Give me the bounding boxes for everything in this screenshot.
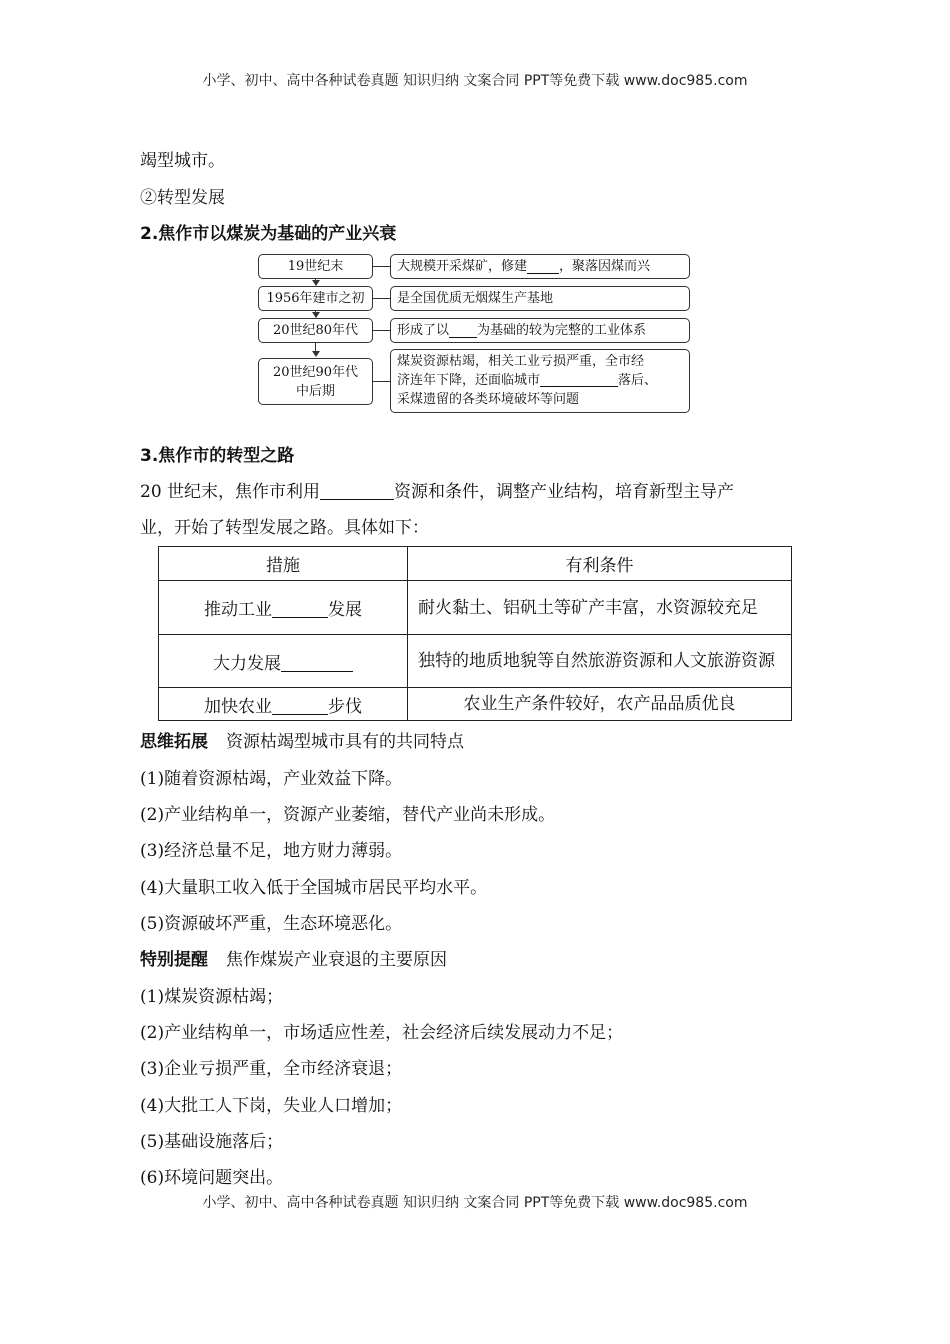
measure-text-a: 大力发展: [213, 653, 281, 674]
flow-desc-4-c: 落后、: [618, 373, 658, 388]
section-3-para-1: [140, 477, 734, 502]
list-item: (5)基础设施落后；: [140, 1132, 284, 1152]
measure-text-b: 步伐: [328, 696, 362, 717]
reminder-label: 特别提醒: [140, 950, 208, 970]
table-cell-measure: [159, 635, 408, 688]
flow-period-4-line-a: 20世纪90年代: [272, 364, 359, 380]
section-2-title: 2.焦作市以煤炭为基础的产业兴衰: [140, 224, 397, 244]
thinking-title: 资源枯竭型城市具有的共同特点: [226, 732, 464, 752]
section-3-title: 3.焦作市的转型之路: [140, 446, 295, 466]
para-part-a: 20 世纪末，焦作市利用: [140, 482, 321, 502]
table-cell-condition: 独特的地质地貌等自然旅游资源和人文旅游资源: [408, 635, 792, 688]
flow-desc-3-b: 为基础的较为完整的工业体系: [477, 323, 647, 338]
flow-desc-4-d: 采煤遗留的各类环境破坏等问题: [397, 392, 580, 407]
fill-blank[interactable]: [540, 373, 618, 387]
flow-desc-2: 是全国优质无烟煤生产基地: [390, 286, 690, 311]
thinking-heading: [140, 727, 464, 752]
table-row: [159, 635, 792, 688]
flow-period-1: 19世纪末: [258, 254, 373, 279]
measure-text-a: 加快农业: [204, 696, 272, 717]
list-item: (4)大批工人下岗，失业人口增加；: [140, 1096, 403, 1116]
intro-line-1: 竭型城市。: [140, 151, 225, 171]
flow-desc-1: [390, 254, 690, 279]
reminder-heading: [140, 945, 447, 970]
flow-desc-3-a: 形成了以: [397, 323, 450, 338]
table-header: 措施: [159, 547, 408, 581]
measures-table: [158, 546, 792, 721]
intro-line-2: ②转型发展: [140, 188, 225, 208]
table-header-row: [159, 547, 792, 581]
thinking-label: 思维拓展: [140, 732, 208, 752]
flow-desc-1-b: ，聚落因煤而兴: [559, 259, 651, 274]
flow-period-2: 1956年建市之初: [258, 286, 373, 311]
fill-blank[interactable]: [449, 324, 477, 338]
list-item: (2)产业结构单一，资源产业萎缩，替代产业尚未形成。: [140, 805, 556, 825]
fill-blank[interactable]: [320, 482, 394, 500]
fill-blank[interactable]: [272, 600, 328, 618]
arrow-down-icon: [312, 280, 320, 286]
list-item: (1)随着资源枯竭，产业效益下降。: [140, 769, 403, 789]
list-item: (1)煤炭资源枯竭；: [140, 987, 284, 1007]
table-cell-measure: [159, 581, 408, 635]
table-row: [159, 688, 792, 721]
table-cell-condition: 农业生产条件较好，农产品品质优良: [408, 688, 792, 721]
flow-desc-1-a: 大规模开采煤矿，修建: [397, 259, 528, 274]
flow-period-4-line-b: 中后期: [295, 383, 335, 399]
list-item: (3)经济总量不足，地方财力薄弱。: [140, 841, 403, 861]
list-item: (3)企业亏损严重，全市经济衰退；: [140, 1059, 403, 1079]
flow-desc-4-a: 煤炭资源枯竭，相关工业亏损严重，全市经: [397, 354, 645, 369]
table-header: 有利条件: [408, 547, 792, 581]
measure-text-a: 推动工业: [204, 600, 272, 620]
page-header: 小学、初中、高中各种试卷真题 知识归纳 文案合同 PPT等免费下载 www.doc985.com: [202, 73, 748, 89]
section-3-para-2: 业，开始了转型发展之路。具体如下：: [140, 518, 429, 538]
list-item: (2)产业结构单一，市场适应性差，社会经济后续发展动力不足；: [140, 1023, 624, 1043]
flow-period-3: 20世纪80年代: [258, 318, 373, 343]
page-footer: 小学、初中、高中各种试卷真题 知识归纳 文案合同 PPT等免费下载 www.doc985.com: [202, 1195, 748, 1211]
table-cell-measure: [159, 688, 408, 721]
list-item: (4)大量职工收入低于全国城市居民平均水平。: [140, 878, 488, 898]
arrow-down-icon: [312, 312, 320, 318]
flow-desc-4-b: 济连年下降，还面临城市: [397, 373, 541, 388]
fill-blank[interactable]: [281, 654, 353, 672]
reminder-title: 焦作煤炭产业衰退的主要原因: [226, 950, 447, 970]
fill-blank[interactable]: [272, 697, 328, 715]
table-cell-condition: 耐火黏土、铝矾土等矿产丰富，水资源较充足: [408, 581, 792, 635]
flow-period-4: [258, 358, 373, 405]
flow-desc-4: [390, 349, 690, 413]
table-row: [159, 581, 792, 635]
fill-blank[interactable]: [527, 260, 559, 274]
measure-text-b: 发展: [328, 600, 362, 620]
flow-desc-3: [390, 318, 690, 343]
list-item: (6)环境问题突出。: [140, 1168, 284, 1188]
para-part-b: 资源和条件，调整产业结构，培育新型主导产: [394, 482, 735, 502]
arrow-down-icon: [312, 351, 320, 357]
list-item: (5)资源破坏严重，生态环境恶化。: [140, 914, 403, 934]
